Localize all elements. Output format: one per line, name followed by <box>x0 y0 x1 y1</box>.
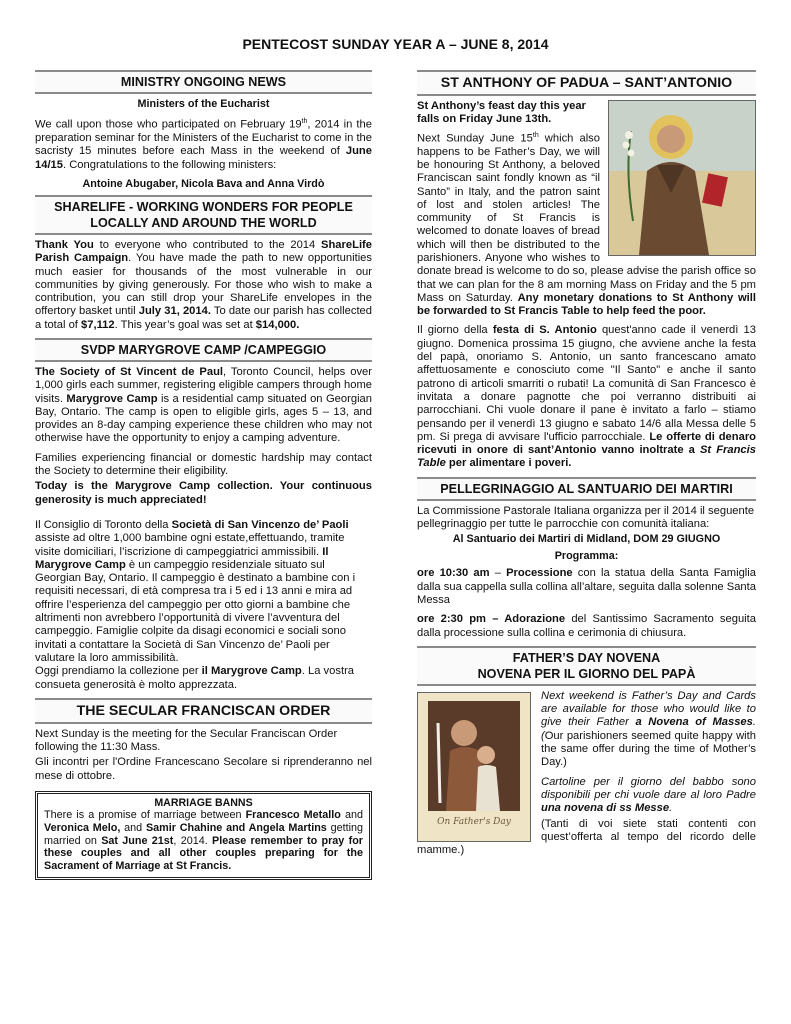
novena-english: Next weekend is Father’s Day and Cards are available for those who would like to give their Father a Novena of Masses. (Our parishioners seemed quite happy with the same offer during the time of Mother’s Day.) <box>541 689 756 769</box>
anthony-lead: St Anthony’s feast day this year falls on Friday June 13th. <box>417 100 586 126</box>
ministry-subheading: Ministers of the Eucharist <box>137 98 270 110</box>
pilgrimage-morning: ore 10:30 am – Processione con la statua della Santa Famiglia dalla sua cappella sulla collina all’altare, seguita dalla solenne Santa Messa <box>417 567 756 606</box>
pilgrimage-intro: La Commissione Pastorale Italiana organizza per il 2014 il seguente pellegrinaggio per tutte le parrocchie con comunità italiana: <box>417 504 755 531</box>
novena-heading-italian: NOVENA PER IL GIORNO DEL PAPÀ <box>477 666 696 681</box>
st-anthony-image <box>608 100 756 256</box>
franciscan-english: Next Sunday is the meeting for the Secular Franciscan Order following the 11:30 Mass. <box>35 727 338 754</box>
ministry-names: Antoine Abugaber, Nicola Bava and Anna Virdò <box>82 177 325 190</box>
anthony-english-paragraph: Next Sunday June 15th which also happens to be Father’s Day, we will be honouring St Anthony, a beloved Franciscan saint fondly known as “il Santo” in Italy, and the patron saint of lost and stolen articles! The community of St Francis is welcomed to donate loaves of bread which will then be distributed to the parishioners. Anyone who wishes to donate bread is welcome to do so, please advise the parish office so that we can plan for the 8 am morning Mass on Friday and the 5 pm Mass on Saturday. Any monetary donations to St Anthony will be forwarded to St Francis Table to help feed the poor. <box>417 131 756 318</box>
svdp-italian-paragraph: Il Consiglio di Toronto della Società di San Vincenzo de’ Paoli assiste ad oltre 1,000 bambine ogni estate,effettuando, tramite visite domiciliari, l’iscrizione di campeggiatrici ammissibili. Il Marygrove Camp è un campeggio residenziale situato sul Georgian Bay, Ontario. Il campeggio è destinato a bambine con i requisiti necessari, di età compresa tra i 5 ed i 13 anni e mira ad offrire l’esperienza del campeggio per otto giorni a bambine che altrimenti non avrebbero l’opportunità di vivere l’avventura del campeggio. Famiglie colpite da disagi economici e sociali sono invitati a contattare la Società di San Vincenzo de’ Paoli per valutare la loro ammissibilità. Oggi prendiamo la collezione per il Marygrove Camp. La vostra consueta generosità è molto apprezzata. <box>35 518 356 691</box>
card-caption: On Father's Day <box>437 816 511 827</box>
marriage-banns-text: There is a promise of marriage between Francesco Metallo and Veronica Melo, and Samir Chahine and Angela Martins getting married on Sat June 21st, 2014. Please remember to pray for these couples and all other couples preparing for the Sacrament of Marriage at St Francis. <box>44 809 363 873</box>
svdp-families: Families experiencing financial or domestic hardship may contact the Society to determine their eligibility. <box>35 451 372 478</box>
marriage-banns-title: MARRIAGE BANNS <box>154 797 253 810</box>
fathers-day-card-image <box>417 692 531 842</box>
svdp-collection-note: Today is the Marygrove Camp collection. Your continuous generosity is much appreciated! <box>35 480 372 506</box>
franciscan-heading: THE SECULAR FRANCISCAN ORDER <box>35 698 372 724</box>
pilgrimage-place: Al Santuario dei Martiri di Midland, DOM 29 GIUGNO <box>452 533 721 546</box>
pilgrimage-afternoon: ore 2:30 pm – Adorazione del Santissimo Sacramento seguita dalla processione sulla collina e cerimonia di chiusura. <box>417 613 756 639</box>
sharelife-heading: SHARELIFE - WORKING WONDERS FOR PEOPLE LOCALLY AND AROUND THE WORLD <box>35 195 372 235</box>
ministry-paragraph: We call upon those who participated on February 19th, 2014 in the preparation seminar for the Ministers of the Eucharist to come in the sacristy 15 minutes before each Mass in the weekend of June 14/15. Congratulations to the following ministers: <box>35 118 372 171</box>
anthony-heading: ST ANTHONY OF PADUA – SANT’ANTONIO <box>417 70 756 96</box>
svdp-paragraph: The Society of St Vincent de Paul, Toronto Council, helps over 1,000 girls each summer, registering eligible campers through home visits. Marygrove Camp is a residential camp situated on Georgian Bay, Ontario. The camp is open to eligible girls, ages 5 – 13, and provides an 8-day camping experience these children who may not otherwise have the opportunity to enjoy a camping adventure. <box>35 366 373 445</box>
anthony-italian-paragraph: Il giorno della festa di S. Antonio quest'anno cade il venerdì 13 giugno. Domenica prossima 15 giugno, che avviene anche la festa del papà, onoriamo S. Antonio, un santo francescano amato affettuosamente e conosciuto come "Il Santo" e anche il santo patrono di articoli smarriti o rubati! La comunità di San Francesco è invitata a donare pagnotte che poi verranno distribuiti ai parrocchiani. Chi vuole donare il pane è invitato a farlo – stiamo pensando per il venerdì 13 giugno e sabato 14/6 alla Messa delle 5 pm. Si prega di avvisare l'ufficio parrocchiale. Le offerte di denaro ricevuti in onore di sant’Antonio vanno inoltrate a St Francis Table per alimentare i poveri. <box>417 324 757 470</box>
franciscan-italian: Gli incontri per l'Ordine Francescano Secolare si riprenderanno nel mese di ottobre. <box>35 756 372 782</box>
marriage-banns-box <box>35 791 372 880</box>
novena-italian-note: (Tanti di voi siete stati contenti con quest’offerta al tempo del ricordo delle mamme.) <box>417 817 756 857</box>
page-title: PENTECOST SUNDAY YEAR A – JUNE 8, 2014 <box>242 36 549 52</box>
ministry-heading: MINISTRY ONGOING NEWS <box>35 70 372 94</box>
svdp-heading: SVDP MARYGROVE CAMP /CAMPEGGIO <box>35 338 372 362</box>
pilgrimage-programme: Programma: <box>554 550 619 563</box>
novena-heading-english: FATHER’S DAY NOVENA <box>512 650 661 665</box>
novena-italian: Cartoline per il giorno del babbo sono disponibili per chi vuole dare al loro Padre una novena di ss Messe. <box>541 775 756 815</box>
novena-heading <box>417 646 756 686</box>
right-column <box>417 70 756 863</box>
left-column <box>35 70 372 880</box>
sharelife-paragraph: Thank You to everyone who contributed to the 2014 ShareLife Parish Campaign. You have made the path to new opportunities much easier for thousands of the most vulnerable in our communities by giving generously. For those who wish to make a contribution, you can still drop your ShareLife envelopes in the offertory basket until July 31, 2014. To date our parish has collected a total of $7,112. This year’s goal was set at $14,000. <box>35 238 372 331</box>
pilgrimage-heading: PELLEGRINAGGIO AL SANTUARIO DEI MARTIRI <box>417 477 756 501</box>
